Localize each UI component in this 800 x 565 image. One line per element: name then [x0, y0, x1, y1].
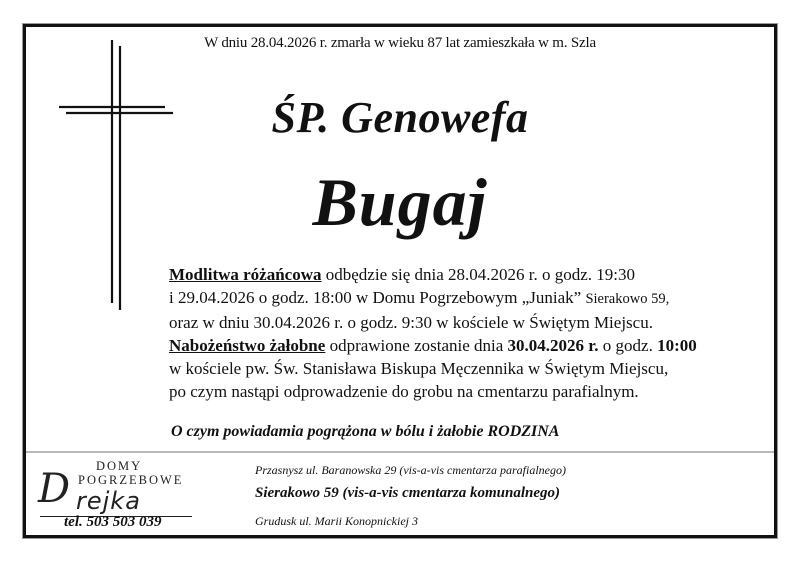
mass-text-a: odprawione zostanie dnia	[325, 336, 508, 355]
address-przasnysz: Przasnysz ul. Baranowska 29 (vis-a-vis cmentarza parafialnego)	[255, 463, 566, 477]
rosary-line-1	[169, 263, 749, 286]
mass-label: Nabożeństwo żałobne	[169, 336, 326, 355]
mass-time: 10:00	[657, 336, 697, 355]
death-announcement: W dniu 28.04.2026 r. zmarła w wieku 87 lat zamieszkała w m. Szla	[204, 35, 596, 51]
mass-line-1	[169, 334, 749, 357]
family-closing: O czym powiadamia pogrążona w bólu i żałobie RODZINA	[171, 423, 560, 440]
address-sierakowo: Sierakowo 59 (vis-a-vis cmentarza komunalnego)	[255, 485, 561, 501]
rosary-line-2	[169, 286, 749, 311]
mass-date: 30.04.2026 r.	[507, 336, 599, 355]
mass-line-2: w kościele pw. Św. Stanisława Biskupa Męczennika w Świętym Miejscu,	[169, 359, 669, 378]
mass-text-b: o godz.	[598, 336, 658, 355]
footer-separator	[26, 451, 774, 453]
deceased-surname: Bugaj	[312, 164, 488, 240]
rosary-label: Modlitwa różańcowa	[169, 265, 322, 284]
logo-line-pogrzebowe: POGRZEBOWE	[78, 473, 184, 487]
rosary-venue: i 29.04.2026 o godz. 18:00 w Domu Pogrzebowym „Juniak”	[169, 288, 586, 307]
rosary-venue-address: Sierakowo 59,	[585, 291, 670, 307]
address-grudusk: Grudusk ul. Marii Konopnickiej 3	[255, 514, 418, 528]
rosary-line-3: oraz w dniu 30.04.2026 r. o godz. 9:30 w kościele w Świętym Miejscu.	[169, 313, 653, 332]
rosary-text: odbędzie się dnia 28.04.2026 r. o godz. 19:30	[321, 265, 636, 284]
funeral-home-phone: tel. 503 503 039	[64, 514, 162, 530]
logo-monogram-icon: D	[38, 466, 71, 512]
ceremony-details	[169, 263, 749, 403]
mass-line-3: po czym nastąpi odprowadzenie do grobu na cmentarzu parafialnym.	[169, 382, 639, 401]
obituary-frame	[23, 24, 777, 538]
deceased-first-name: ŚP. Genowefa	[271, 93, 529, 142]
logo-name: rejka	[76, 487, 141, 515]
logo-line-domy: DOMY	[96, 459, 143, 473]
